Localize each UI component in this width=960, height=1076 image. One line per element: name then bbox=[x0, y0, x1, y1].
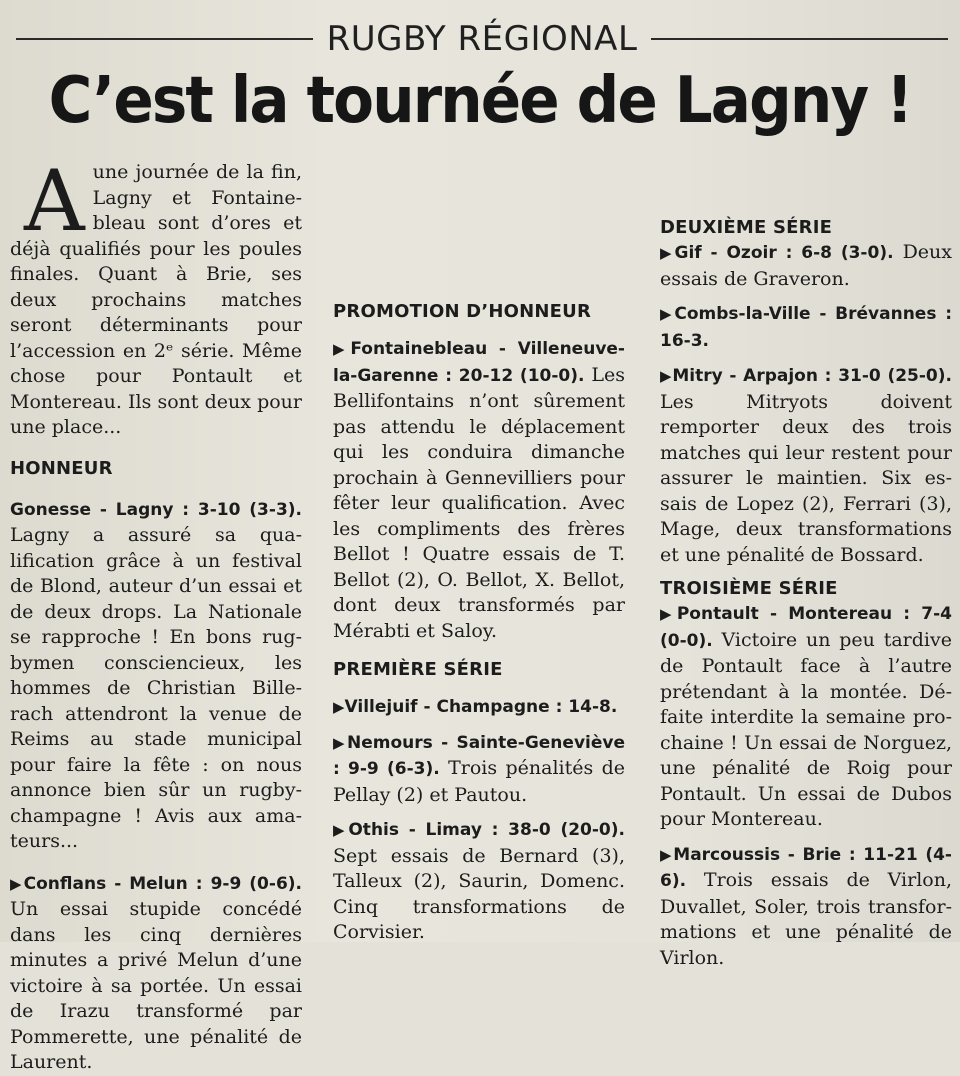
match-result: Gif - Ozoir : 6-8 (3-0). bbox=[674, 243, 894, 263]
match-text: Un essai stupide concédé dans les cinq dernières minutes a privé Melun d’une victoire à sa portée. Un essai de Irazu transformé par Pommerette, une pénalité de Laurent. bbox=[10, 898, 302, 1073]
match-text: Sept essais de Bernard (3), Talleux (2), Saurin, Domenc. Cinq transformations de Corvisier. bbox=[333, 844, 625, 943]
bullet-arrow-icon: ▶ bbox=[333, 340, 351, 358]
match-result: Marcoussis - Brie : 11-21 (4-6). bbox=[660, 844, 952, 891]
match-report-villejuif bbox=[333, 694, 625, 721]
column-2 bbox=[333, 164, 625, 946]
rubric-rule-left bbox=[16, 38, 313, 40]
match-result: Nemours - Sainte-Geneviève : 9-9 (6-3). bbox=[333, 732, 625, 779]
match-report-nemours bbox=[333, 730, 625, 809]
match-text: Trois pénalités de Pellay (2) et Pautou. bbox=[333, 757, 626, 806]
intro-paragraph bbox=[10, 152, 302, 441]
bullet-arrow-icon: ▶ bbox=[10, 874, 24, 893]
rubric-label: RUGBY RÉGIONAL bbox=[326, 19, 638, 59]
bullet-arrow-icon: ▶ bbox=[333, 733, 347, 752]
match-text: Lagny a assuré sa qualification grâce à un festival de Blond, auteur d’un essai et de deux drops. La Nationale se rapproche ! En bons rugbymen consciencieux, les hommes de Christian Billerach attendront la venue de Reims au stade municipal pour faire la fête : on nous annonce bien sûr un rugby-champagne ! Avis aux amateurs... bbox=[10, 524, 302, 852]
match-report-fontainebleau bbox=[333, 336, 625, 644]
bullet-arrow-icon: ▶ bbox=[333, 821, 349, 839]
bullet-arrow-icon: ▶ bbox=[660, 244, 675, 262]
match-report-pontault bbox=[660, 601, 952, 833]
section-heading-deuxieme: DEUXIÈME SÉRIE bbox=[660, 217, 833, 238]
match-report-marcoussis bbox=[660, 842, 952, 972]
bullet-arrow-icon: ▶ bbox=[660, 605, 677, 623]
headline: C’est la tournée de Lagny ! bbox=[48, 64, 912, 138]
section-rubric bbox=[16, 16, 948, 62]
intro-text: une journée de la fin, Lagny et Fontainebleau sont d’ores et déjà qualifiés pour les poules finales. Quant à Brie, ses deux prochains matches seront déterminants pour l’accession en 2ᵉ série. Même chose pour Pontault et Montereau. Ils sont deux pour une place... bbox=[10, 161, 302, 438]
match-text: Victoire un peu tardive de Pontault face à l’autre prétendant à la montée. Défaite interdite la semaine prochaine ! Un essai de Norguez, une pénalité de Roig pour Pontault. Un essai de Dubos pour Montereau. bbox=[660, 628, 952, 830]
match-result: Villejuif - Champagne : 14-8. bbox=[344, 697, 618, 717]
match-result: Combs-la-Ville - Brévannes : 16-3. bbox=[660, 304, 952, 351]
match-report-combs bbox=[660, 301, 952, 354]
section-heading-premiere: PREMIÈRE SÉRIE bbox=[333, 659, 503, 680]
match-result: Mitry - Arpajon : 31-0 (25-0). bbox=[672, 366, 952, 386]
match-result: Othis - Limay : 38-0 (20-0). bbox=[348, 820, 625, 840]
match-report-othis bbox=[333, 817, 625, 946]
match-text: Deux essais de Graveron. bbox=[660, 241, 952, 290]
drop-cap: A bbox=[24, 152, 85, 250]
match-report-gonesse bbox=[10, 497, 302, 855]
column-3 bbox=[660, 190, 952, 971]
section-heading-honneur: HONNEUR bbox=[10, 457, 113, 479]
column-1 bbox=[10, 152, 302, 1076]
match-text: Trois essais de Virlon, Duvallet, Soler, trois transformations et une pénalité de Virlon. bbox=[660, 869, 952, 969]
match-report-conflans bbox=[10, 871, 302, 1076]
match-result: Pontault - Montereau : 7-4 (0-0). bbox=[660, 604, 952, 651]
match-report-gif bbox=[660, 240, 952, 292]
bullet-arrow-icon: ▶ bbox=[660, 367, 673, 385]
match-result: Gonesse - Lagny : 3-10 (3-3). bbox=[10, 499, 302, 520]
match-text: Les Mitryots doivent remporter deux des trois matches qui leur restent pour assurer le maintien. Six essais de Lopez (2), Ferrari (3), Mage, deux transformations et une pénalité de Bossard. bbox=[660, 390, 952, 566]
section-heading-troisieme: TROISIÈME SÉRIE bbox=[660, 578, 838, 599]
bullet-arrow-icon: ▶ bbox=[333, 698, 345, 716]
match-text: Les Bellifontains n’ont sûrement pas attendu le déplacement qui les conduira dimanche prochain à Gennevilliers pour fêter leur qualification. Avec les compliments des frères Bellot ! Quatre essais de T. Bellot (2), O. Bellot, X. Bellot, dont deux transformés par Mérabti et Saloy. bbox=[333, 363, 625, 642]
bullet-arrow-icon: ▶ bbox=[660, 305, 675, 323]
match-result: Conflans - Melun : 9-9 (0-6). bbox=[23, 873, 302, 894]
section-heading-promotion: PROMOTION D’HONNEUR bbox=[333, 301, 592, 322]
match-result: Fontainebleau - Villeneuve-la-Garenne : 20-12 (10-0). bbox=[333, 339, 625, 386]
rubric-rule-right bbox=[651, 38, 948, 40]
match-report-mitry bbox=[660, 363, 952, 568]
bullet-arrow-icon: ▶ bbox=[660, 845, 674, 864]
